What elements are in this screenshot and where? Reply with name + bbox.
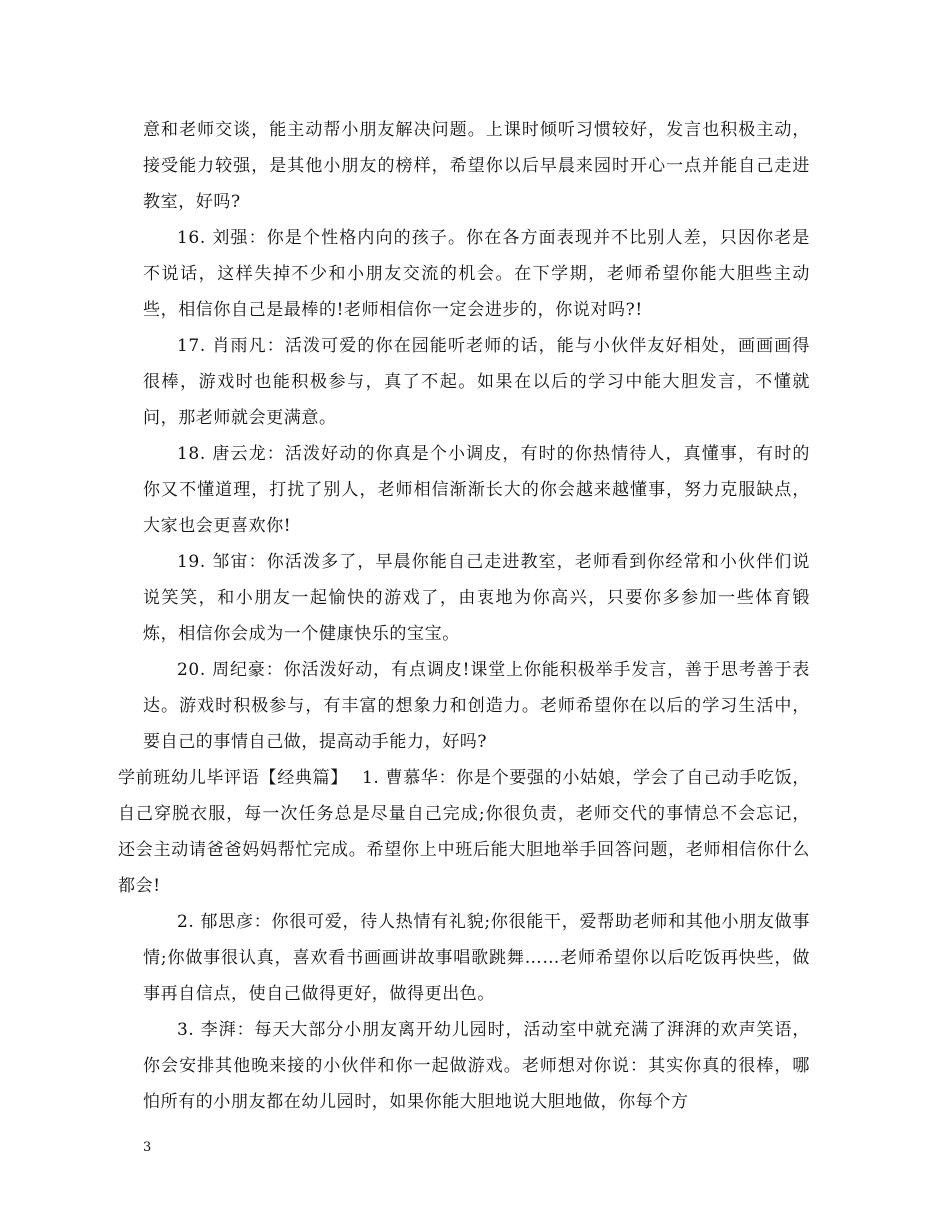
paragraph-comment-18: 18. 唐云龙：活泼好动的你真是个小调皮，有时的你热情待人，真懂事，有时的你又不懂道理，打扰了别人，老师相信渐渐长大的你会越来越懂事，努力克服缺点，大家也会更喜欢你! bbox=[143, 444, 810, 536]
paragraph-comment-20: 20. 周纪豪：你活泼好动，有点调皮!课堂上你能积极举手发言，善于思考善于表达。游戏时积极参与，有丰富的想象力和创造力。老师希望你在以后的学习生活中，要自己的事情自己做，提高动手能力，好吗? bbox=[143, 660, 810, 752]
document-body bbox=[118, 112, 810, 1120]
paragraph-comment-1: 1. 曹慕华：你是个要强的小姑娘，学会了自己动手吃饭，自己穿脱衣服，每一次任务总是尽量自己完成;你很负责，老师交代的事情总不会忘记，还会主动请爸爸妈妈帮忙完成。希望你上中班后能大胆地举手回答问题，老师相信你什么都会! bbox=[118, 768, 810, 896]
paragraph-continued: 意和老师交谈，能主动帮小朋友解决问题。上课时倾听习惯较好，发言也积极主动，接受能力较强，是其他小朋友的榜样，希望你以后早晨来园时开心一点并能自己走进教室，好吗? bbox=[143, 120, 810, 212]
paragraph-comment-3: 3. 李湃：每天大部分小朋友离开幼儿园时，活动室中就充满了湃湃的欢声笑语，你会安排其他晚来接的小伙伴和你一起做游戏。老师想对你说：其实你真的很棒，哪怕所有的小朋友都在幼儿园时，如果你能大胆地说大胆地做，你每个方 bbox=[143, 1020, 810, 1112]
section-heading: 学前班幼儿毕评语【经典篇】 bbox=[118, 768, 348, 788]
paragraph-section-start bbox=[118, 760, 810, 904]
paragraph-comment-2: 2. 郁思彦：你很可爱，待人热情有礼貌;你很能干，爱帮助老师和其他小朋友做事情;你做事很认真，喜欢看书画画讲故事唱歌跳舞……老师希望你以后吃饭再快些，做事再自信点，使自己做得更好，做得更出色。 bbox=[143, 912, 810, 1004]
paragraph-comment-16: 16. 刘强：你是个性格内向的孩子。你在各方面表现并不比别人差，只因你老是不说话，这样失掉不少和小朋友交流的机会。在下学期，老师希望你能大胆些主动些，相信你自己是最棒的!老师相信你一定会进步的，你说对吗?! bbox=[143, 228, 810, 320]
page-number: 3 bbox=[143, 1140, 152, 1155]
paragraph-comment-19: 19. 邹宙：你活泼多了，早晨你能自己走进教室，老师看到你经常和小伙伴们说说笑笑，和小朋友一起愉快的游戏了，由衷地为你高兴，只要你多参加一些体育锻炼，相信你会成为一个健康快乐的宝宝。 bbox=[143, 552, 810, 644]
paragraph-comment-17: 17. 肖雨凡：活泼可爱的你在园能听老师的话，能与小伙伴友好相处，画画画得很棒，游戏时也能积极参与，真了不起。如果在以后的学习中能大胆发言，不懂就问，那老师就会更满意。 bbox=[143, 336, 810, 428]
